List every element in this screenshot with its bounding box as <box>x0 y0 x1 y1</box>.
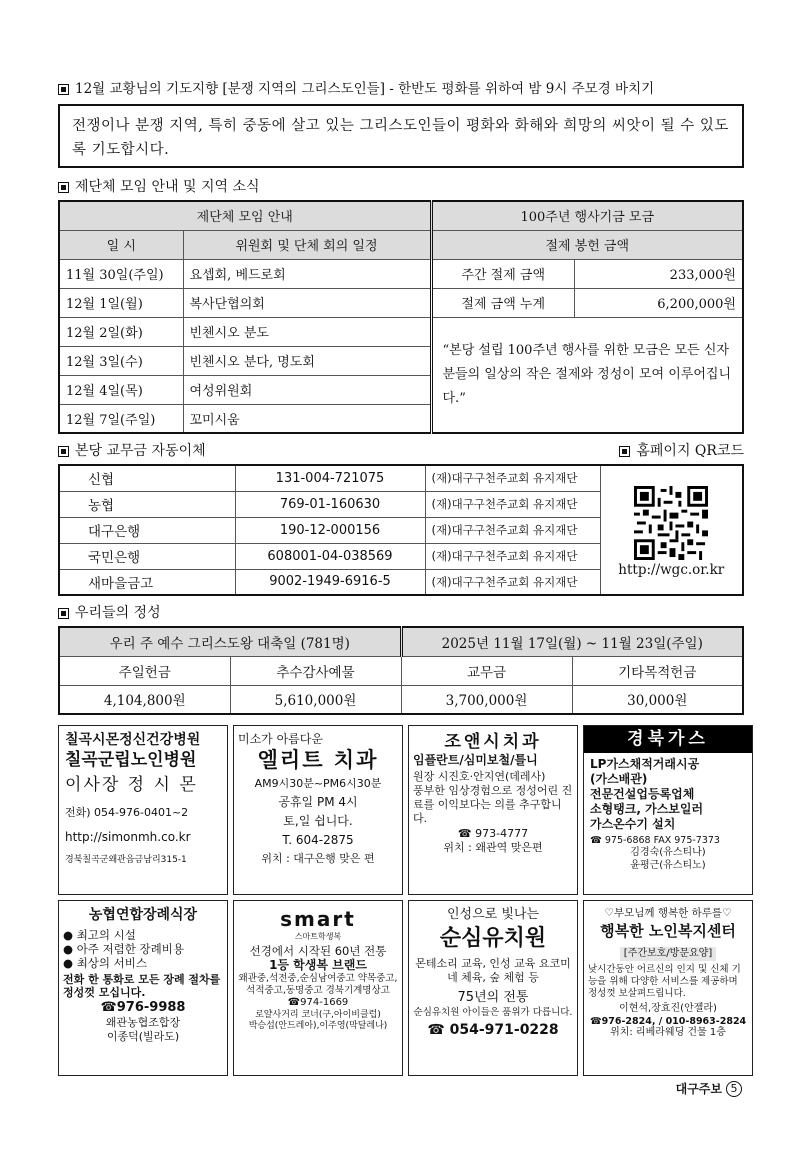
offering-period: 2025년 11월 17일(월) ~ 11월 23일(주일) <box>401 627 743 656</box>
square-bullet-icon <box>58 608 69 619</box>
ad-text: 경북칠곡군왜관읍금남리315-1 <box>65 854 187 865</box>
ad-text: 칠곡군립노인병원 <box>65 749 197 770</box>
bank-name: 국민은행 <box>59 543 235 569</box>
bank-holder: (재)대구구천주교회 유지재단 <box>425 491 600 517</box>
table-row <box>59 317 743 346</box>
ad-sunsim-kindergarten <box>408 900 578 1076</box>
offering-table <box>58 626 744 715</box>
bank-holder: (재)대구구천주교회 유지재단 <box>425 517 600 543</box>
col-date: 일 시 <box>59 230 183 259</box>
ad-text: 왜관중,석전중,순심남여중고 약목중고,석적중고,동명중고 경북기계명상고 <box>238 973 398 997</box>
meeting-name: 여성위원회 <box>183 375 431 404</box>
ad-text: 미소가 아름다운 <box>238 732 323 746</box>
meeting-date: 12월 2일(화) <box>59 317 183 346</box>
bank-account: 190-12-000156 <box>235 517 425 543</box>
ad-text: ☎ 054-971-0228 <box>427 1022 559 1039</box>
fund-quote: “본당 설립 100주년 행사를 위한 모금은 모든 신자 분들의 일상의 작은 절제와 정성이 모여 이루어집니다.” <box>431 317 743 433</box>
ad-text: 위치: 리베라웨딩 건물 1층 <box>610 1027 726 1039</box>
ad-text: ● 최고의 시설 <box>63 927 136 942</box>
ad-text: 이현석,장효진(안젤라) <box>619 1003 717 1014</box>
ad-senior-welfare <box>583 900 753 1076</box>
ad-smart-uniform <box>233 900 403 1076</box>
ad-text: 스마트학생복 <box>294 932 342 941</box>
ads-grid <box>58 725 747 1076</box>
bank-account: 769-01-160630 <box>235 491 425 517</box>
ad-text: [주간보호/방문요양] <box>620 947 716 962</box>
square-bullet-icon <box>58 84 69 95</box>
footer-label: 대구주보 <box>675 1082 722 1096</box>
ad-text: 토,일 쉽니다. <box>283 814 353 828</box>
ad-funeral-hall <box>58 900 228 1076</box>
offering-title <box>58 602 744 624</box>
weekly-value: 233,000원 <box>574 259 743 288</box>
meeting-name: 빈첸시오 분다, 명도회 <box>183 346 431 375</box>
ad-text: 엘리트 치과 <box>257 748 379 772</box>
table-row <box>59 259 743 288</box>
ad-text: ☎976-9988 <box>100 1000 186 1016</box>
ad-text: ☎ 973-4777 <box>457 827 529 841</box>
prayer-title <box>58 78 744 100</box>
ad-text: 75년의 전통 <box>457 990 529 1006</box>
bank-holder: (재)대구구천주교회 유지재단 <box>425 569 600 595</box>
meeting-name: 요셉회, 베드로회 <box>183 259 431 288</box>
ad-text: 경북가스 <box>584 726 752 753</box>
ad-text: 몬테소리 교육, 인성 교육 요코미네 체육, 숲 체험 등 <box>415 956 571 984</box>
ad-text: 1등 학생복 브랜드 <box>269 958 367 973</box>
meeting-name: 빈첸시오 분도 <box>183 317 431 346</box>
groups-title-text: 제단체 모임 안내 및 지역 소식 <box>75 179 260 195</box>
offering-header: 추수감사예물 <box>230 656 401 685</box>
square-bullet-icon <box>58 446 69 457</box>
meeting-date: 12월 1일(월) <box>59 288 183 317</box>
bank-account: 131-004-721075 <box>235 465 425 491</box>
bank-holder: (재)대구구천주교회 유지재단 <box>425 465 600 491</box>
square-bullet-icon <box>619 446 630 457</box>
ad-text: 전화) 054-976-0401~2 <box>65 806 189 819</box>
bank-table <box>58 464 744 596</box>
ad-text: 위치 : 왜관역 맞은편 <box>443 841 543 854</box>
ad-text: 순심유치원 <box>439 926 547 952</box>
ad-text: 농협연합장례식장 <box>88 907 198 923</box>
offering-value: 30,000원 <box>572 685 743 714</box>
qr-code-icon[interactable] <box>634 486 708 560</box>
ad-text: 로얄사거리 코너(구,아이비클럽) <box>255 1009 381 1020</box>
ad-text: 이종덕(빌라도) <box>106 1030 180 1044</box>
ad-text: ☎976-2824, / 010-8963-2824 <box>589 1015 747 1027</box>
ad-elite-dental <box>233 725 403 895</box>
meeting-date: 12월 7일(주일) <box>59 404 183 433</box>
prayer-title-text: 12월 교황님의 기도지향 [분쟁 지역의 그리스도인들] - 한반도 평화를 위하여 밤 9시 주모경 바치기 <box>75 81 655 97</box>
ad-text: ♡부모님께 행복한 하루를♡ <box>604 907 732 919</box>
ad-text: ☎974-1669 <box>287 997 349 1009</box>
ad-joanne-dental <box>408 725 578 895</box>
ad-text: 박승섭(안드레아),이주영(막달레나) <box>248 1020 388 1031</box>
ad-text: (가스배관) <box>590 772 648 787</box>
ad-text: T. 604-2875 <box>282 833 354 847</box>
bank-account: 608001-04-038569 <box>235 543 425 569</box>
offering-header: 교무금 <box>401 656 572 685</box>
prayer-box <box>58 104 744 168</box>
ad-text: 풍부한 임상경험으로 정성어린 진료를 이익보다는 의를 추구합니다. <box>413 784 573 825</box>
ad-text: 칠곡시몬정신건강병원 <box>65 732 201 748</box>
ad-text: 소형탱크, 가스보일러 <box>590 802 704 817</box>
right-sub-header: 절제 봉헌 금액 <box>431 230 743 259</box>
ad-simon-hospital <box>58 725 228 895</box>
col-meeting: 위원회 및 단체 회의 일정 <box>183 230 431 259</box>
weekly-label: 주간 절제 금액 <box>431 259 574 288</box>
ad-text: 이사장 정 시 몬 <box>65 774 198 795</box>
homepage-url[interactable]: http://wgc.or.kr <box>618 562 725 578</box>
ad-text: 인성으로 빛나는 <box>446 907 540 922</box>
ad-text: 원장 시진호·안지연(데레사) <box>413 770 546 784</box>
bank-title <box>58 440 206 462</box>
page <box>58 78 747 1076</box>
meeting-date: 12월 3일(수) <box>59 346 183 375</box>
table-row <box>59 465 743 491</box>
page-number: 5 <box>726 1081 742 1097</box>
ad-text: 행복한 노인복지센터 <box>600 922 736 941</box>
ad-text: 순심유치원 아이들은 품위가 다릅니다. <box>413 1006 573 1018</box>
offering-value: 4,104,800원 <box>59 685 230 714</box>
bank-title-text: 본당 교무금 자동이체 <box>75 443 206 459</box>
offering-value: 3,700,000원 <box>401 685 572 714</box>
ad-text: smart <box>280 907 356 931</box>
groups-table <box>58 200 744 434</box>
bank-name: 신협 <box>59 465 235 491</box>
groups-left-header: 제단체 모임 안내 <box>59 201 431 230</box>
offering-value: 5,610,000원 <box>230 685 401 714</box>
page-footer <box>676 1080 742 1097</box>
square-bullet-icon <box>58 182 69 193</box>
bank-account: 9002-1949-6916-5 <box>235 569 425 595</box>
offering-week-title: 우리 주 예수 그리스도왕 대축일 (781명) <box>59 627 401 656</box>
bank-name: 대구은행 <box>59 517 235 543</box>
ad-gyeongbuk-gas <box>583 725 753 895</box>
ad-text: AM9시30분~PM6시30분 <box>254 777 382 791</box>
offering-header: 주일헌금 <box>59 656 230 685</box>
qr-cell <box>600 465 743 595</box>
ad-text: 김경숙(유스티나) <box>630 847 706 859</box>
ad-text: 전문건설업등록업체 <box>590 787 695 802</box>
ad-text: ● 아주 저렴한 장례비용 <box>63 941 184 956</box>
prayer-body: 전쟁이나 분쟁 지역, 특히 중동에 살고 있는 그리스도인들이 평화와 화해와 희망의 씨앗이 될 수 있도록 기도합시다. <box>72 118 729 158</box>
bank-title-row <box>58 440 744 462</box>
meeting-date: 12월 4일(목) <box>59 375 183 404</box>
total-value: 6,200,000원 <box>574 288 743 317</box>
bank-holder: (재)대구구천주교회 유지재단 <box>425 543 600 569</box>
ad-text: LP가스채적거래시공 <box>590 757 700 772</box>
ad-text: 가스온수기 설치 <box>590 817 676 832</box>
meeting-date: 11월 30일(주일) <box>59 259 183 288</box>
ad-text: ☎ 975-6868 FAX 975-7373 <box>590 835 720 847</box>
ad-text: 윤평근(유스티노) <box>630 859 706 871</box>
bank-name: 농협 <box>59 491 235 517</box>
total-label: 절제 금액 누계 <box>431 288 574 317</box>
groups-right-header: 100주년 행사기금 모금 <box>431 201 743 230</box>
offering-header: 기타목적헌금 <box>572 656 743 685</box>
ad-text: 위치 : 대구은행 맞은 편 <box>261 852 375 865</box>
bank-name: 새마을금고 <box>59 569 235 595</box>
offering-title-text: 우리들의 정성 <box>75 605 161 621</box>
ad-text: ● 최상의 서비스 <box>63 956 147 971</box>
ad-text: 선경에서 시작된 60년 전통 <box>249 944 387 958</box>
ad-text: 조앤시치과 <box>444 732 542 752</box>
qr-title-text: 홈페이지 QR코드 <box>636 443 744 459</box>
ad-text: 왜관농협조합장 <box>105 1016 181 1030</box>
meeting-name: 꼬미시움 <box>183 404 431 433</box>
ad-text: 임플란트/심미보철/틀니 <box>413 753 538 768</box>
ad-text: 전화 한 통화로 모든 장례 절차를 정성껏 모십니다. <box>63 972 221 1000</box>
qr-title <box>619 440 744 462</box>
meeting-name: 복사단협의회 <box>183 288 431 317</box>
table-row <box>59 288 743 317</box>
ad-text: 공휴일 PM 4시 <box>278 795 358 809</box>
ad-text: http://simonmh.co.kr <box>65 829 191 844</box>
groups-title <box>58 176 744 198</box>
ad-text: 낮시간동안 어르신의 인지 및 신체 기능을 위해 다양한 서비스를 제공하며 정성껏 보살펴드립니다. <box>588 964 741 1000</box>
